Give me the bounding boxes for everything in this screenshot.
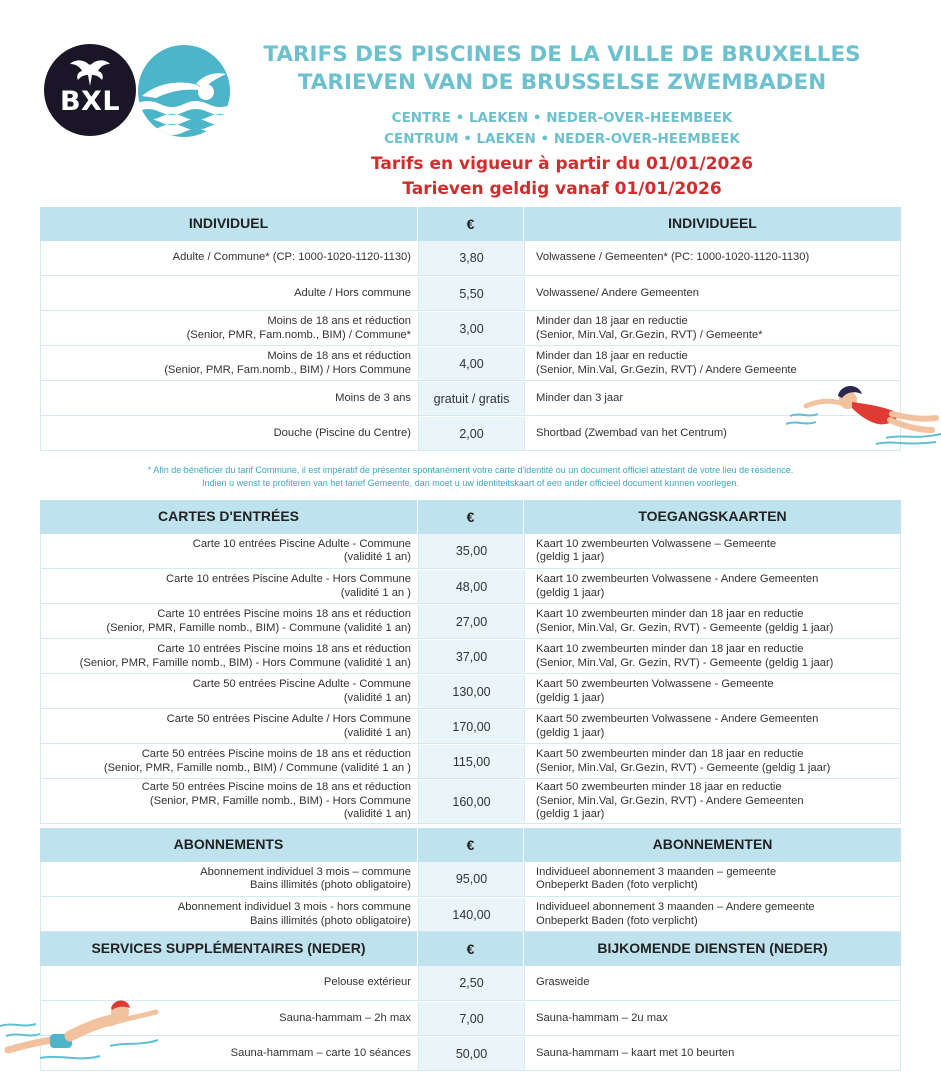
label-fr-line: Moins de 18 ans et réduction	[267, 350, 411, 362]
label-nl	[525, 640, 900, 673]
label-fr-line: Carte 50 entrées Piscine Adulte / Hors Commune	[166, 713, 411, 725]
label-nl-line: (Senior, Min.Val, Gr. Gezin, RVT) - Gemeente (geldig 1 jaar)	[536, 656, 834, 669]
price: 27,00	[418, 605, 525, 638]
label-fr	[41, 277, 418, 310]
label-nl-line: Onbeperkt Baden (foto verplicht)	[536, 914, 698, 927]
header-nl: TOEGANGSKAARTEN	[638, 508, 787, 525]
table-row	[40, 639, 901, 674]
label-nl	[525, 710, 900, 743]
label-nl-line: (Senior, Min.Val, Gr.Gezin, RVT) / Andere Gemeente	[536, 363, 797, 376]
price: 2,50	[418, 966, 525, 1000]
label-fr-line: Adulte / Commune* (CP: 1000-1020-1120-1130)	[172, 251, 411, 264]
label-fr	[41, 780, 418, 823]
label-fr	[41, 710, 418, 743]
header-euro: €	[417, 932, 524, 966]
label-nl	[525, 534, 900, 568]
section-services	[40, 932, 901, 1071]
price: 140,00	[418, 898, 525, 931]
label-nl-line: Sauna-hammam – kaart met 10 beurten	[536, 1046, 735, 1059]
table-row	[40, 966, 901, 1001]
label-nl-line: Kaart 10 zwembeurten minder dan 18 jaar en reductie	[536, 608, 804, 620]
label-fr	[41, 898, 418, 931]
label-nl-line: Kaart 50 zwembeurten minder 18 jaar en reductie	[536, 781, 782, 794]
sites-nl: CENTRUM • LAEKEN • NEDER-OVER-HEEMBEEK	[384, 131, 740, 147]
label-nl-line: (Senior, Min.Val, Gr. Gezin, RVT) - Gemeente (geldig 1 jaar)	[536, 621, 834, 634]
footnote-fr: * Afin de bénéficier du tarif Commune, il est impératif de présenter spontanément votre carte d'identité ou un document officiel attestant de votre lieu de résidence.	[147, 465, 794, 475]
label-nl	[525, 570, 900, 603]
header-fr: SERVICES SUPPLÉMENTAIRES (NEDER)	[91, 940, 366, 957]
table-row	[40, 897, 901, 932]
price: 4,00	[418, 347, 525, 380]
header-fr: INDIVIDUEL	[188, 215, 269, 232]
label-fr	[41, 862, 418, 896]
section-header	[40, 207, 901, 241]
price: gratuit / gratis	[418, 382, 525, 415]
label-nl-line: (Senior, Min.Val, Gr.Gezin, RVT) - Andere Gemeenten	[536, 794, 804, 807]
label-nl	[525, 898, 900, 931]
price: 5,50	[418, 277, 525, 310]
header-euro: €	[417, 828, 524, 862]
label-nl-line: (geldig 1 jaar)	[536, 726, 605, 739]
label-nl-line: Shortbad (Zwembad van het Centrum)	[536, 426, 727, 439]
section-header	[40, 828, 901, 862]
label-nl-line: (geldig 1 jaar)	[536, 551, 605, 563]
label-fr	[41, 605, 418, 638]
table-row	[40, 276, 901, 311]
footnote-nl: Indien u wenst te profiteren van het tarief Gemeente, dan moet u uw identiteitskaart of een ander officieel document kunnen voorlegen.	[202, 478, 739, 488]
label-nl-line: Kaart 50 zwembeurten Volwassene - Gemeente	[536, 678, 774, 690]
swimmer-pool-logo	[136, 44, 232, 138]
label-nl-line: Minder dan 3 jaar	[536, 391, 624, 404]
label-nl-line: Onbeperkt Baden (foto verplicht)	[536, 879, 698, 891]
label-fr-line: Carte 50 entrées Piscine Adulte - Commune	[192, 678, 411, 690]
label-fr-line: (validité 1 an)	[343, 808, 411, 821]
label-fr-line: (Senior, PMR, Famille nomb., BIM) - Hors Commune	[149, 794, 411, 807]
label-fr	[41, 966, 418, 1000]
label-fr	[41, 570, 418, 603]
price: 115,00	[418, 745, 525, 778]
label-nl	[525, 966, 900, 1000]
price: 50,00	[418, 1037, 525, 1070]
table-row	[40, 381, 901, 416]
price: 7,00	[418, 1002, 525, 1035]
title-nl: TARIEVEN VAN DE BRUSSELSE ZWEMBADEN	[297, 70, 827, 95]
label-fr	[41, 241, 418, 275]
label-fr-line: Sauna-hammam – carte 10 séances	[230, 1046, 411, 1059]
price: 160,00	[418, 780, 525, 823]
label-nl	[525, 745, 900, 778]
label-nl	[525, 780, 900, 823]
label-fr-line: Douche (Piscine du Centre)	[273, 426, 411, 439]
label-fr-line: Adulte / Hors commune	[294, 286, 411, 299]
price: 35,00	[418, 534, 525, 568]
price: 37,00	[418, 640, 525, 673]
header-nl: BIJKOMENDE DIENSTEN (NEDER)	[597, 940, 828, 957]
table-row	[40, 534, 901, 569]
header-fr: ABONNEMENTS	[173, 836, 284, 853]
label-fr-line: Sauna-hammam – 2h max	[279, 1011, 411, 1024]
label-nl-line: Minder dan 18 jaar en reductie	[536, 350, 688, 362]
label-fr	[41, 640, 418, 673]
label-fr	[41, 417, 418, 450]
label-fr-line: Bains illimités (photo obligatoire)	[249, 879, 411, 891]
label-nl	[525, 675, 900, 708]
section-header	[40, 500, 901, 534]
table-row	[40, 346, 901, 381]
label-fr-line: Carte 10 entrées Piscine moins 18 ans et réduction	[157, 608, 411, 620]
label-nl-line: (Senior, Min.Val, Gr.Gezin, RVT) - Gemeente (geldig 1 jaar)	[536, 761, 831, 774]
label-fr-line: Bains illimités (photo obligatoire)	[249, 914, 411, 927]
table-row	[40, 744, 901, 779]
title-fr: TARIFS DES PISCINES DE LA VILLE DE BRUXELLES	[263, 42, 861, 67]
valid-date-fr: Tarifs en vigueur à partir du 01/01/2026	[370, 154, 754, 174]
label-fr-line: (validité 1 an)	[343, 691, 411, 704]
label-fr-line: Carte 10 entrées Piscine moins 18 ans et réduction	[157, 643, 411, 655]
price: 3,80	[418, 241, 525, 275]
label-nl-line: (geldig 1 jaar)	[536, 586, 605, 599]
header-euro: €	[417, 500, 524, 534]
table-row	[40, 1036, 901, 1071]
section-individuel	[40, 207, 901, 451]
header-nl: INDIVIDUEEL	[668, 215, 757, 232]
swimmer-woman-illustration	[786, 378, 941, 450]
label-fr-line: Carte 50 entrées Piscine moins de 18 ans et réduction	[141, 781, 411, 794]
label-fr-line: Moins de 18 ans et réduction	[267, 315, 411, 327]
label-nl-line: Kaart 10 zwembeurten Volwassene - Andere Gemeenten	[536, 573, 819, 585]
label-nl-line: (Senior, Min.Val, Gr.Gezin, RVT) / Gemeente*	[536, 328, 763, 341]
label-fr-line: (validité 1 an)	[343, 726, 411, 739]
label-fr-line: (Senior, PMR, Fam.nomb., BIM) / Hors Commune	[164, 363, 411, 376]
label-nl-line: Volwassene/ Andere Gemeenten	[536, 286, 699, 299]
label-fr	[41, 347, 418, 380]
swimmer-man-illustration	[0, 996, 160, 1068]
table-row	[40, 241, 901, 276]
header-euro: €	[417, 207, 524, 241]
valid-date-nl: Tarieven geldig vanaf 01/01/2026	[402, 179, 722, 199]
label-nl-line: Kaart 50 zwembeurten Volwassene - Andere Gemeenten	[536, 713, 819, 725]
label-fr	[41, 312, 418, 345]
footnote	[40, 456, 901, 498]
label-fr	[41, 382, 418, 415]
section-header	[40, 932, 901, 966]
label-nl-line: Sauna-hammam – 2u max	[536, 1011, 668, 1024]
header-fr: CARTES D'ENTRÉES	[157, 508, 299, 525]
table-row	[40, 779, 901, 824]
label-nl	[525, 241, 900, 275]
sites-fr: CENTRE • LAEKEN • NEDER-OVER-HEEMBEEK	[391, 110, 733, 126]
label-nl	[525, 1037, 900, 1070]
label-fr-line: (Senior, PMR, Famille nomb., BIM) - Hors Commune (validité 1 an)	[79, 656, 411, 669]
label-fr-line: Moins de 3 ans	[335, 391, 411, 404]
label-fr-line: Abonnement individuel 3 mois - hors commune	[177, 901, 411, 913]
label-nl-line: (geldig 1 jaar)	[536, 808, 605, 821]
label-nl	[525, 1002, 900, 1035]
label-nl	[525, 277, 900, 310]
label-fr-line: (Senior, PMR, Famille nomb., BIM) - Commune (validité 1 an)	[106, 621, 411, 634]
table-row	[40, 569, 901, 604]
section-abonnements	[40, 828, 901, 932]
label-nl	[525, 605, 900, 638]
table-row	[40, 416, 901, 451]
logo-text: BXL	[59, 86, 121, 117]
table-row	[40, 311, 901, 346]
price: 170,00	[418, 710, 525, 743]
label-nl	[525, 347, 900, 380]
price: 95,00	[418, 862, 525, 896]
label-fr-line: (Senior, PMR, Fam.nomb., BIM) / Commune*	[186, 328, 411, 341]
label-fr	[41, 745, 418, 778]
price: 3,00	[418, 312, 525, 345]
price: 130,00	[418, 675, 525, 708]
header-nl: ABONNEMENTEN	[652, 836, 773, 853]
table-row	[40, 674, 901, 709]
label-fr	[41, 675, 418, 708]
table-row	[40, 1001, 901, 1036]
label-fr-line: (validité 1 an)	[343, 551, 411, 563]
label-nl-line: Individueel abonnement 3 maanden – Andere gemeente	[536, 901, 815, 913]
label-nl-line: Volwassene / Gemeenten* (PC: 1000-1020-1120-1130)	[536, 251, 810, 264]
label-nl-line: (geldig 1 jaar)	[536, 691, 605, 704]
label-fr-line: (Senior, PMR, Famille nomb., BIM) / Commune (validité 1 an )	[103, 761, 411, 774]
label-nl-line: Kaart 50 zwembeurten minder dan 18 jaar en reductie	[536, 748, 804, 760]
price: 48,00	[418, 570, 525, 603]
label-fr	[41, 534, 418, 568]
label-nl	[525, 862, 900, 896]
price: 2,00	[418, 417, 525, 450]
label-fr-line: Abonnement individuel 3 mois – commune	[200, 865, 411, 878]
label-nl-line: Kaart 10 zwembeurten Volwassene – Gemeente	[536, 537, 777, 550]
table-row	[40, 709, 901, 744]
bird-icon	[68, 58, 112, 88]
label-fr-line: Carte 50 entrées Piscine moins de 18 ans et réduction	[141, 748, 411, 760]
label-nl-line: Individueel abonnement 3 maanden – gemeente	[536, 865, 777, 878]
table-row	[40, 604, 901, 639]
label-nl-line: Kaart 10 zwembeurten minder dan 18 jaar en reductie	[536, 643, 804, 655]
label-nl-line: Minder dan 18 jaar en reductie	[536, 315, 688, 327]
label-fr-line: Carte 10 entrées Piscine Adulte - Hors Commune	[166, 573, 411, 585]
section-cartes	[40, 500, 901, 824]
label-nl-line: Grasweide	[536, 976, 590, 989]
label-fr-line: Pelouse extérieur	[323, 976, 411, 989]
bxl-logo	[44, 44, 136, 136]
label-nl	[525, 312, 900, 345]
table-row	[40, 862, 901, 897]
label-fr-line: (validité 1 an )	[340, 586, 411, 599]
label-fr-line: Carte 10 entrées Piscine Adulte - Commune	[192, 537, 411, 550]
